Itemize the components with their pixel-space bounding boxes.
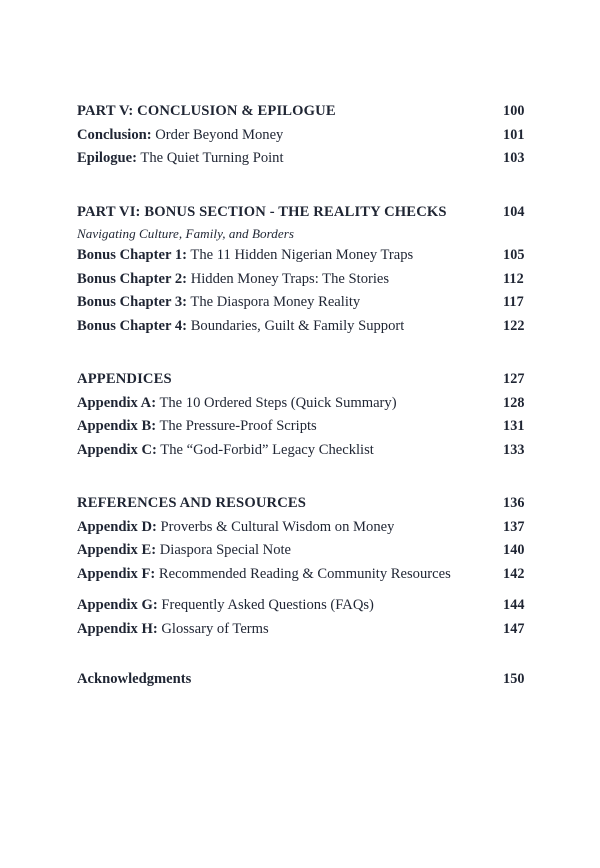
- toc-entry[interactable]: [77, 516, 537, 540]
- toc-entry[interactable]: [77, 244, 537, 268]
- toc-entry-prefix: Appendix B:: [77, 418, 157, 434]
- toc-section-heading-label: REFERENCES AND RESOURCES: [77, 495, 307, 511]
- toc-page-number: 103: [503, 150, 525, 166]
- toc-entry[interactable]: [77, 392, 537, 416]
- toc-page-number: 144: [503, 597, 525, 613]
- toc-entry-prefix: Appendix G:: [77, 597, 158, 613]
- group-spacer: [77, 462, 537, 492]
- toc-entry-prefix: Bonus Chapter 1:: [77, 247, 188, 263]
- toc-page-number: 137: [503, 518, 525, 535]
- toc-page-number: 101: [503, 126, 525, 143]
- toc-entry[interactable]: [77, 618, 537, 642]
- toc-entry-prefix: Appendix D:: [77, 518, 157, 535]
- toc-entry-prefix: Appendix F:: [77, 565, 156, 582]
- toc-page-number: 127: [503, 371, 525, 387]
- toc-section-heading[interactable]: [77, 368, 537, 392]
- toc-entry-title: The Pressure-Proof Scripts: [159, 418, 317, 434]
- toc-section-heading-label: PART V: CONCLUSION & EPILOGUE: [77, 103, 336, 119]
- toc-entry-label: [77, 415, 317, 439]
- toc-entry[interactable]: [77, 147, 537, 171]
- toc-entry-prefix: Acknowledgments: [77, 671, 192, 687]
- toc-page-number: 133: [503, 441, 525, 458]
- toc-entry-label: [77, 594, 374, 618]
- toc-page-number: 142: [503, 565, 525, 582]
- toc-page-number: 100: [503, 103, 525, 119]
- toc-page-number: 104: [503, 203, 525, 220]
- toc-entry-label: [77, 668, 191, 692]
- toc-entry-prefix: Appendix E:: [77, 542, 157, 558]
- toc-section-heading[interactable]: [77, 100, 537, 124]
- toc-entry-prefix: Appendix H:: [77, 620, 158, 637]
- toc-entry-title: Order Beyond Money: [155, 126, 284, 143]
- toc-entry-label: [77, 291, 360, 315]
- toc-entry[interactable]: [77, 539, 537, 563]
- toc-entry-title: The Diaspora Money Reality: [190, 294, 361, 310]
- toc-entry-title: Frequently Asked Questions (FAQs): [161, 597, 374, 613]
- toc-entry-label: [77, 539, 291, 563]
- group-spacer: [77, 338, 537, 368]
- toc-entry-title: The 10 Ordered Steps (Quick Summary): [159, 394, 397, 411]
- toc-entry[interactable]: [77, 291, 537, 315]
- toc-entry-label: [77, 268, 389, 292]
- toc-page-number: 136: [503, 495, 525, 511]
- toc-entry-label: [77, 618, 269, 642]
- toc-entry[interactable]: [77, 439, 537, 463]
- group-spacer: [77, 171, 537, 201]
- toc-entry-title: The Quiet Turning Point: [140, 150, 284, 166]
- toc-section-heading[interactable]: [77, 201, 537, 225]
- group-spacer: [77, 641, 537, 668]
- toc-entry-prefix: Appendix C:: [77, 441, 157, 458]
- toc-entry-label: [77, 244, 413, 268]
- toc-page-number: 105: [503, 247, 525, 263]
- toc-entry-title: Recommended Reading & Community Resources: [158, 565, 451, 582]
- toc-page-number: 122: [503, 317, 525, 334]
- toc-entry-prefix: Bonus Chapter 3:: [77, 294, 188, 310]
- toc-entry-prefix: Appendix A:: [77, 394, 157, 411]
- toc-entry-label: [77, 516, 394, 540]
- toc-section-subtitle: Navigating Culture, Family, and Borders: [77, 226, 295, 241]
- toc-entry[interactable]: [77, 315, 537, 339]
- toc-entry[interactable]: [77, 124, 537, 148]
- toc-entry[interactable]: [77, 668, 537, 692]
- toc-entry-title: Hidden Money Traps: The Stories: [190, 270, 390, 287]
- toc-entry-prefix: Bonus Chapter 2:: [77, 270, 188, 287]
- toc-page-number: 128: [503, 394, 525, 411]
- toc-entry-title: The 11 Hidden Nigerian Money Traps: [190, 247, 414, 263]
- toc-entry-title: Proverbs & Cultural Wisdom on Money: [160, 518, 395, 535]
- toc-entry-title: Diaspora Special Note: [159, 542, 292, 558]
- toc-entry-label: [77, 124, 283, 148]
- toc-entry-label: [77, 147, 284, 171]
- table-of-contents: [77, 100, 537, 692]
- toc-entry-title: Boundaries, Guilt & Family Support: [190, 317, 405, 334]
- toc-entry-title: Glossary of Terms: [161, 620, 269, 637]
- toc-entry-prefix: Bonus Chapter 4:: [77, 317, 188, 334]
- toc-entry-label: [77, 392, 397, 416]
- toc-entry-label: [77, 563, 451, 587]
- toc-entry[interactable]: [77, 563, 537, 587]
- toc-page-number: 131: [503, 418, 525, 434]
- toc-page-number: 150: [503, 671, 525, 687]
- toc-section-heading-label: APPENDICES: [77, 371, 172, 387]
- toc-entry-label: [77, 315, 404, 339]
- toc-section-heading[interactable]: [77, 492, 537, 516]
- toc-entry-label: [77, 439, 374, 463]
- toc-entry-prefix: Conclusion:: [77, 126, 152, 143]
- toc-entry-prefix: Epilogue:: [77, 150, 138, 166]
- toc-page-number: 147: [503, 620, 525, 637]
- toc-page-number: 117: [503, 294, 524, 310]
- toc-page-number: 112: [503, 270, 524, 287]
- toc-entry[interactable]: [77, 268, 537, 292]
- group-spacer: [77, 586, 537, 594]
- toc-entry[interactable]: [77, 594, 537, 618]
- toc-entry[interactable]: [77, 415, 537, 439]
- toc-entry-title: The “God-Forbid” Legacy Checklist: [160, 441, 374, 458]
- toc-section-heading-label: PART VI: BONUS SECTION - THE REALITY CHECKS: [77, 203, 447, 220]
- toc-page-number: 140: [503, 542, 525, 558]
